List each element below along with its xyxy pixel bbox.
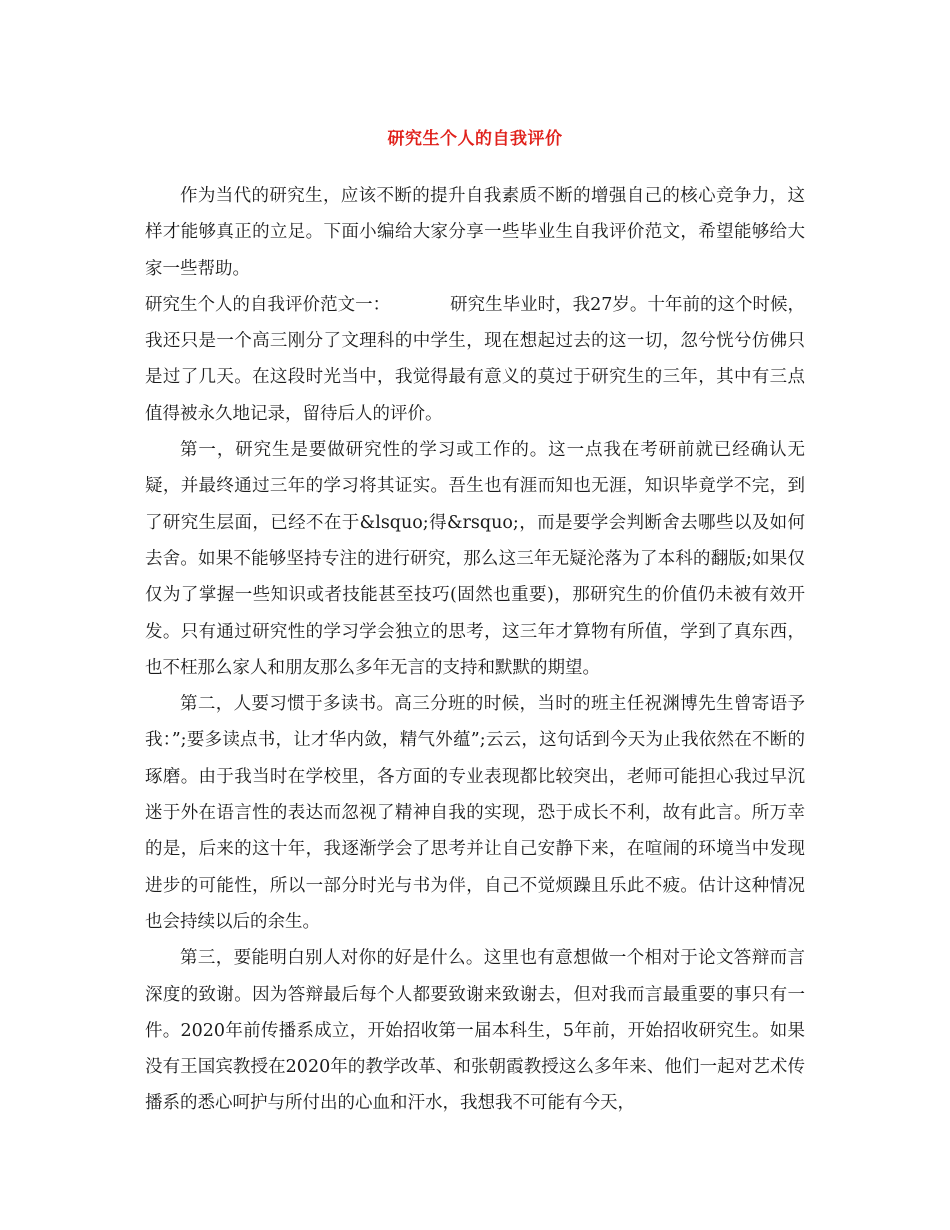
first-point-paragraph: 第一，研究生是要做研究性的学习或工作的。这一点我在考研前就已经确认无疑，并最终通过三年的学习将其证实。吾生也有涯而知也无涯，知识毕竟学不完，到了研究生层面，已经不在于&lsquo;得&rsquo;，而是要学会判断舍去哪些以及如何去舍。如果不能够坚持专注的进行研究，那么这三年无疑沦落为了本科的翻版;如果仅仅为了掌握一些知识或者技能甚至技巧(固然也重要)，那研究生的价值仍未被有效开发。只有通过研究性的学习学会独立的思考，这三年才算物有所值，学到了真东西，也不枉那么家人和朋友那么多年无言的支持和默默的期望。 xyxy=(145,440,805,678)
intro-paragraph: 作为当代的研究生，应该不断的提升自我素质不断的增强自己的核心竞争力，这样才能够真正的立足。下面小编给大家分享一些毕业生自我评价范文，希望能够给大家一些帮助。 xyxy=(145,186,805,279)
document-title: 研究生个人的自我评价 xyxy=(387,129,563,149)
third-point-paragraph: 第三，要能明白别人对你的好是什么。这里也有意想做一个相对于论文答辩而言深度的致谢。因为答辩最后每个人都要致谢来致谢去，但对我而言最重要的事只有一件。2020年前传播系成立，开始招收第一届本科生，5年前，开始招收研究生。如果没有王国宾教授在2020年的教学改革、和张朝霞教授这么多年来、他们一起对艺术传播系的悉心呵护与所付出的心血和汗水，我想我不可能有今天， xyxy=(145,948,805,1114)
sample-heading: 研究生个人的自我评价范文一： xyxy=(145,294,391,315)
sample-paragraph xyxy=(145,287,805,432)
sample-paragraph-text: 研究生毕业时，我27岁。十年前的这个时候，我还只是一个高三刚分了文理科的中学生，现在想起过去的这一切，忽兮恍兮仿佛只是过了几天。在这段时光当中，我觉得最有意义的莫过于研究生的三年，其中有三点值得被永久地记录，留待后人的评价。 xyxy=(145,294,805,424)
second-point-paragraph: 第二，人要习惯于多读书。高三分班的时候，当时的班主任祝渊博先生曾寄语予我：”;要多读点书，让才华内敛，精气外蕴”;云云，这句话到今天为止我依然在不断的琢磨。由于我当时在学校里，各方面的专业表现都比较突出，老师可能担心我过早沉迷于外在语言性的表达而忽视了精神自我的实现，恐于成长不利，故有此言。所万幸的是，后来的这十年，我逐渐学会了思考并让自己安静下来，在喧闹的环境当中发现进步的可能性，所以一部分时光与书为伴，自己不觉烦躁且乐此不疲。估计这种情况也会持续以后的余生。 xyxy=(145,694,805,932)
document-body xyxy=(145,178,805,1122)
